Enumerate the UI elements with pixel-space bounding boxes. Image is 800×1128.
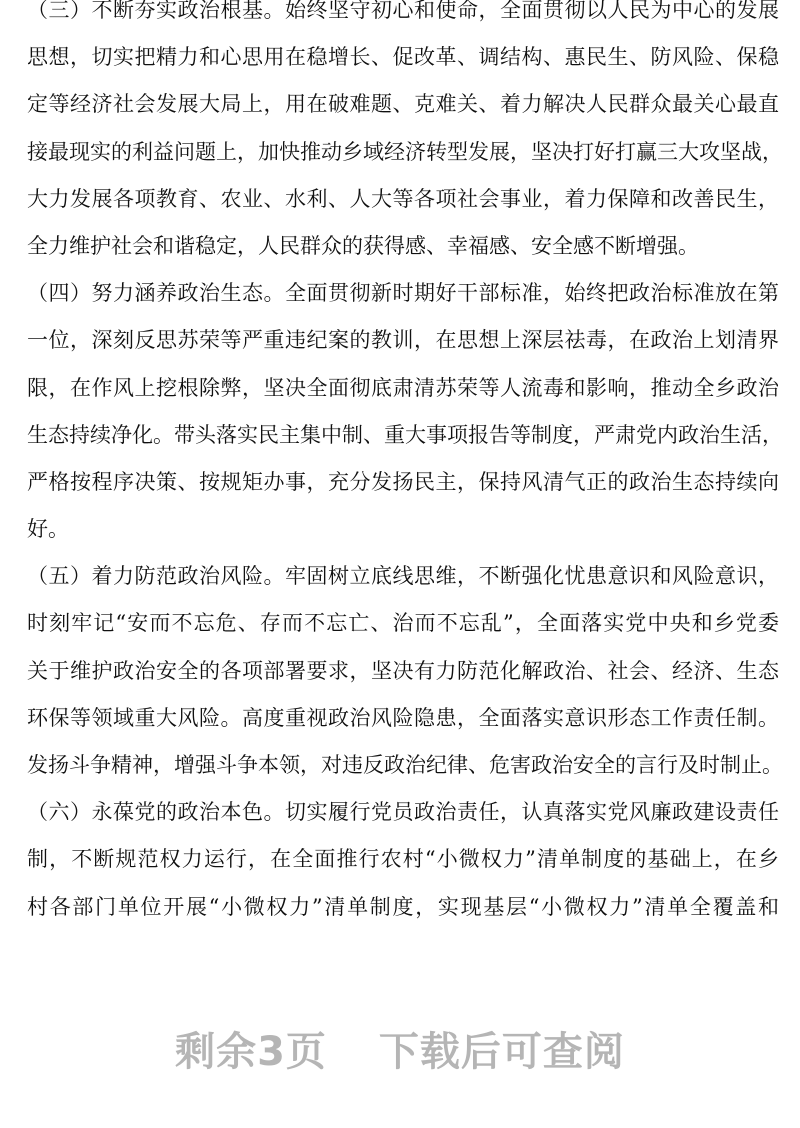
text-line: 限，在作风上挖根除弊，坚决全面彻底肃清苏荣等人流毒和影响，推动全乡政治: [27, 375, 779, 400]
text-line: （五）着力防范政治风险。牢固树立底线思维，不断强化忧患意识和风险意识，: [27, 564, 779, 589]
text-line: 好。: [27, 517, 69, 542]
text-line: 一位，深刻反思苏荣等严重违纪案的教训，在思想上深层祛毒，在政治上划清界: [27, 328, 779, 353]
remaining-pages-label: 剩余3页: [175, 1029, 327, 1075]
text-line: （六）永葆党的政治本色。切实履行党员政治责任，认真落实党风廉政建设责任: [27, 800, 779, 825]
text-line: 关于维护政治安全的各项部署要求，坚决有力防范化解政治、社会、经济、生态: [27, 658, 779, 683]
download-to-view-label: 下载后可查阅: [378, 1029, 625, 1075]
text-line: （三）不断夯实政治根基。始终坚守初心和使命，全面贯彻以人民为中心的发展: [27, 0, 779, 22]
text-line: （四）努力涵养政治生态。全面贯彻新时期好干部标准，始终把政治标准放在第: [27, 281, 779, 306]
text-line: 严格按程序决策、按规矩办事，充分发扬民主，保持风清气正的政治生态持续向: [27, 469, 779, 494]
text-line: 全力维护社会和谐稳定，人民群众的获得感、幸福感、安全感不断增强。: [27, 233, 699, 258]
paragraph-5-political-risk: [0, 553, 800, 789]
text-line: 制，不断规范权力运行，在全面推行农村“小微权力”清单制度的基础上，在乡: [27, 847, 779, 872]
paragraph-3-political-foundation: [0, 0, 800, 270]
text-line: 思想，切实把精力和心思用在稳增长、促改革、调结构、惠民生、防风险、保稳: [27, 45, 779, 70]
text-line: 环保等领域重大风险。高度重视政治风险隐患，全面落实意识形态工作责任制。: [27, 705, 779, 730]
text-line: 村各部门单位开展“小微权力”清单制度，实现基层“小微权力”清单全覆盖和: [27, 894, 779, 919]
text-line: 生态持续净化。带头落实民主集中制、重大事项报告等制度，严肃党内政治生活，: [27, 422, 783, 447]
download-prompt-banner[interactable]: [0, 1020, 800, 1084]
text-line: 发扬斗争精神，增强斗争本领，对违反政治纪律、危害政治安全的言行及时制止。: [27, 753, 783, 777]
text-line: 时刻牢记“安而不忘危、存而不忘亡、治而不忘乱”，全面落实党中央和乡党委: [27, 611, 779, 636]
text-line: 定等经济社会发展大局上，用在破难题、克难关、着力解决人民群众最关心最直: [27, 92, 779, 117]
text-line: 大力发展各项教育、农业、水利、人大等各项社会事业，着力保障和改善民生，: [27, 186, 779, 211]
text-line: 接最现实的利益问题上，加快推动乡域经济转型发展，坚决打好打赢三大攻坚战，: [27, 139, 783, 164]
paragraph-4-political-ecology: [0, 270, 800, 553]
paragraph-6-political-integrity: [0, 789, 800, 931]
